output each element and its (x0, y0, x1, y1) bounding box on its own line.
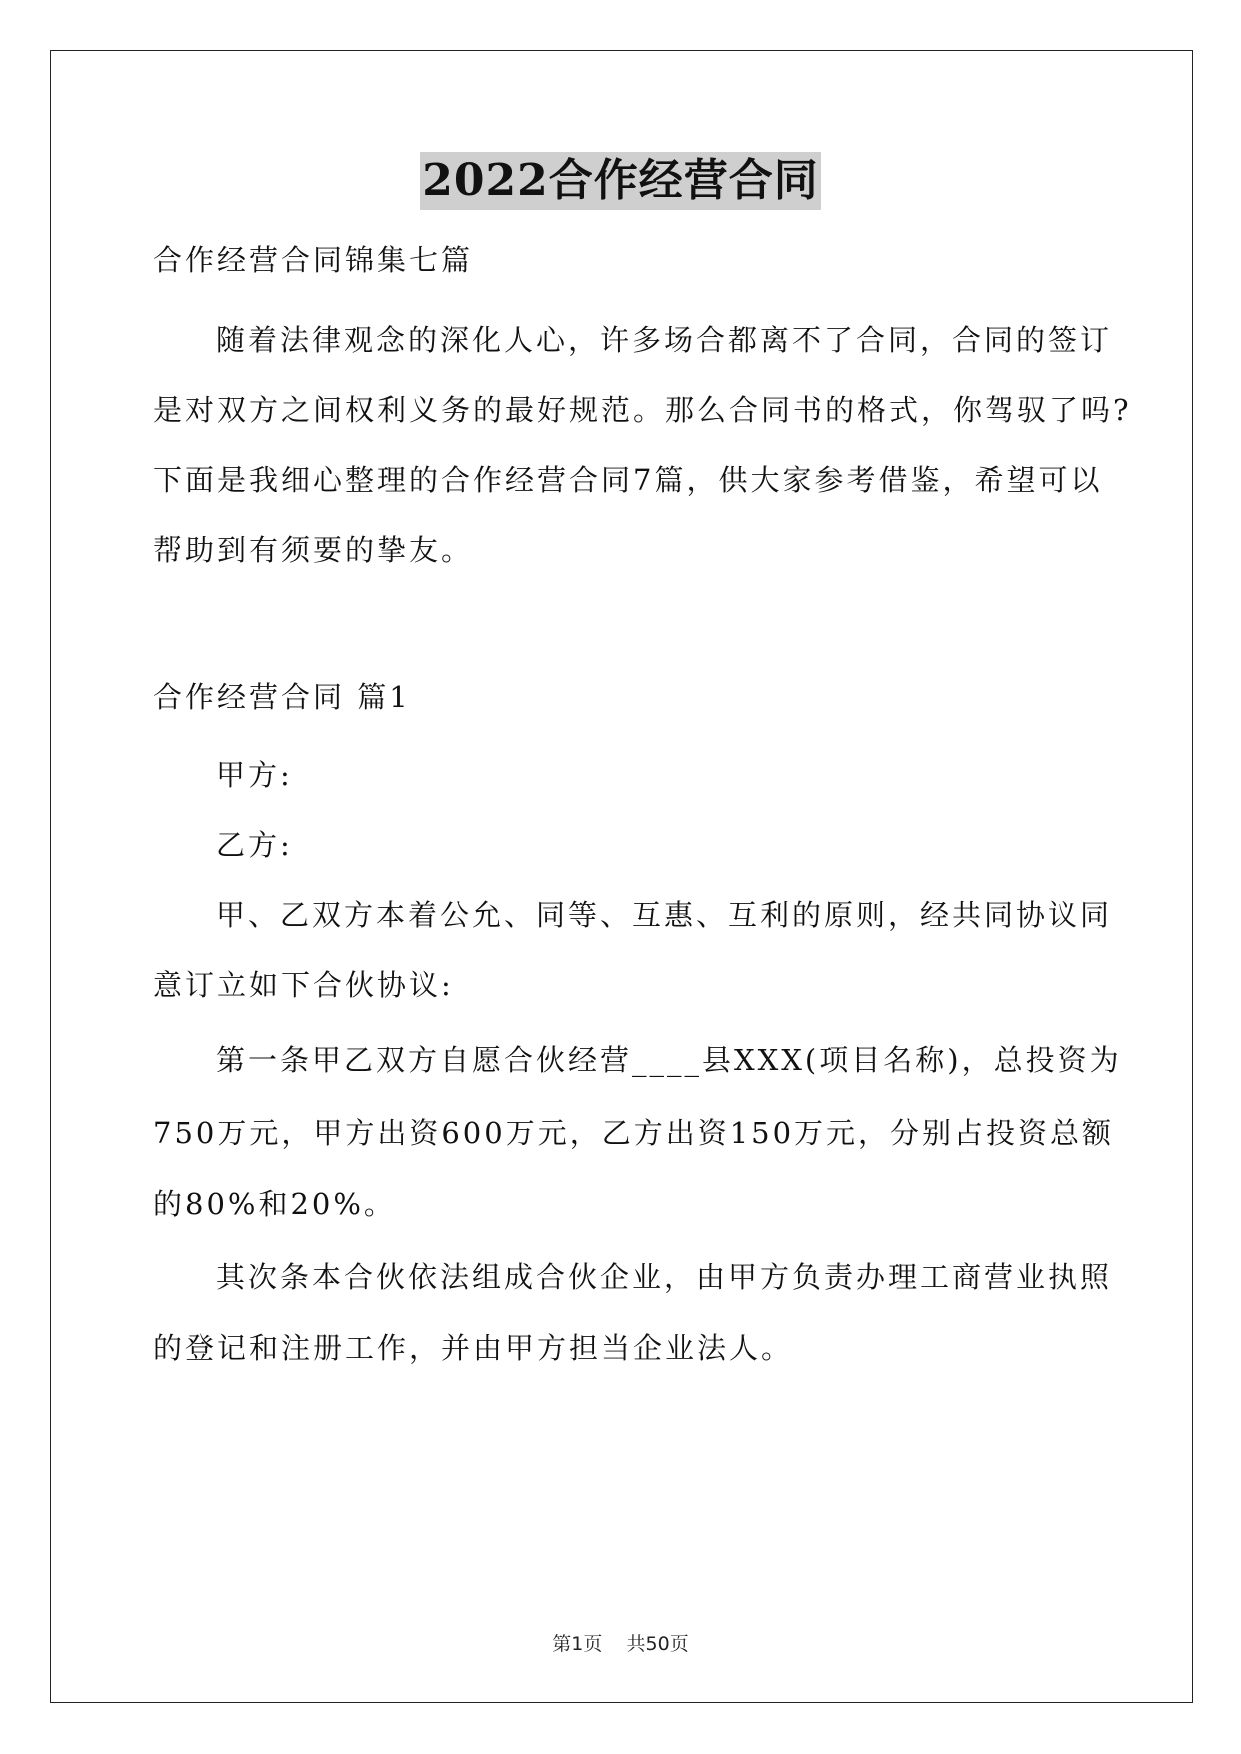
principle-line-1: 甲、乙双方本着公允、同等、互惠、互利的原则，经共同协议同 (216, 898, 1113, 932)
intro-line-2: 是对双方之间权利义务的最好规范。那么合同书的格式，你驾驭了吗? (153, 393, 1132, 427)
article1-line-2: 750万元，甲方出资600万元，乙方出资150万元，分别占投资总额 (153, 1116, 1115, 1150)
title-container (0, 152, 1241, 210)
document-title: 2022合作经营合同 (420, 152, 820, 210)
page-total: 共50页 (626, 1633, 689, 1655)
article1-line-3: 的80%和20%。 (153, 1187, 396, 1221)
document-subtitle: 合作经营合同锦集七篇 (153, 243, 474, 277)
page-number: 第1页 (552, 1633, 603, 1655)
article2-line-1: 其次条本合伙依法组成合伙企业，由甲方负责办理工商营业执照 (216, 1260, 1113, 1294)
principle-line-2: 意订立如下合伙协议: (153, 968, 454, 1002)
page-footer (0, 1631, 1241, 1657)
intro-line-1: 随着法律观念的深化人心，许多场合都离不了合同，合同的签订 (216, 323, 1113, 357)
party-a-label: 甲方: (216, 758, 293, 792)
intro-line-4: 帮助到有须要的挚友。 (153, 533, 474, 567)
party-b-label: 乙方: (216, 828, 293, 862)
page-border (50, 50, 1193, 1703)
article2-line-2: 的登记和注册工作，并由甲方担当企业法人。 (153, 1331, 794, 1365)
intro-line-3: 下面是我细心整理的合作经营合同7篇，供大家参考借鉴，希望可以 (153, 463, 1103, 497)
article1-line-1: 第一条甲乙双方自愿合伙经营____县XXX(项目名称)，总投资为 (216, 1043, 1122, 1077)
section-heading: 合作经营合同 篇1 (153, 680, 411, 714)
